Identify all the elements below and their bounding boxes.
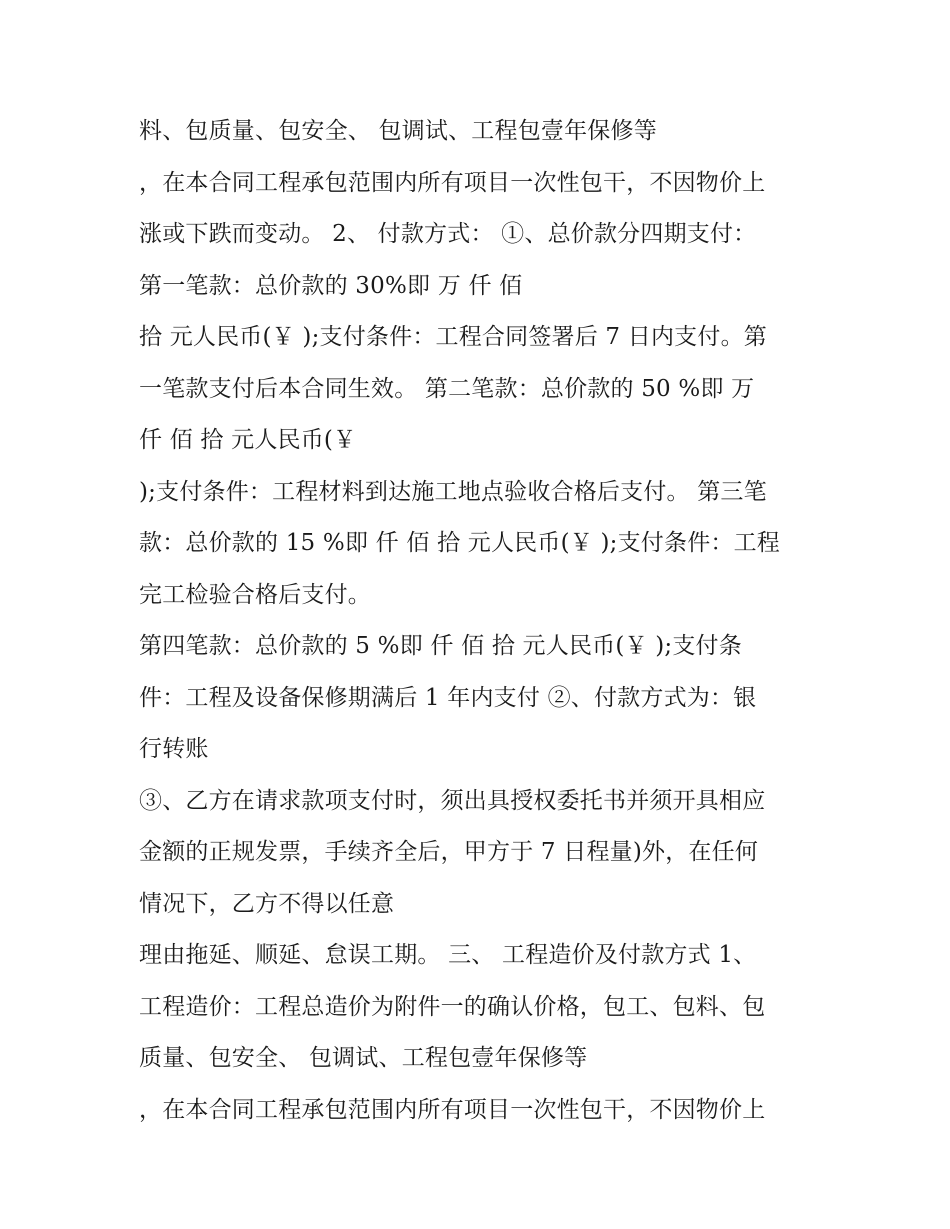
text-line: 金额的正规发票，手续齐全后，甲方于 7 日程量)外，在任何	[139, 839, 759, 865]
text-line: );支付条件：工程材料到达施工地点验收合格后支付。 第三笔	[139, 478, 767, 505]
text-line: 第四笔款：总价款的 5 %即 仟 佰 拾 元人民币(￥ );支付条	[139, 633, 742, 659]
text-line: ③、乙方在请求款项支付时，须出具授权委托书并须开具相应	[139, 787, 766, 814]
contract-text-body	[139, 106, 829, 1136]
text-line: 料、包质量、包安全、 包调试、工程包壹年保修等	[139, 118, 657, 144]
text-line: 拾 元人民币(￥ );支付条件：工程合同签署后 7 日内支付。第	[139, 324, 767, 350]
text-line: 情况下，乙方不得以任意	[139, 890, 395, 917]
text-line: 质量、包安全、 包调试、工程包壹年保修等	[139, 1045, 588, 1071]
text-line: 工程造价：工程总造价为附件一的确认价格，包工、包料、包	[139, 993, 766, 1020]
text-line: 第一笔款：总价款的 30%即 万 仟 佰	[139, 272, 523, 299]
text-line: 一笔款支付后本合同生效。 第二笔款：总价款的 50 %即 万	[139, 375, 755, 402]
text-line: 款：总价款的 15 %即 仟 佰 拾 元人民币(￥ );支付条件：工程	[139, 530, 780, 556]
text-line: 涨或下跌而变动。 2、 付款方式： ①、总价款分四期支付：	[139, 221, 757, 247]
text-line: 完工检验合格后支付。	[139, 581, 371, 608]
text-line: 理由拖延、顺延、怠误工期。 三、 工程造价及付款方式 1、	[139, 942, 757, 968]
text-line: ，在本合同工程承包范围内所有项目一次性包干，不因物价上	[139, 169, 766, 196]
text-line: 仟 佰 拾 元人民币(￥	[139, 427, 357, 453]
text-line: 件：工程及设备保修期满后 1 年内支付 ②、付款方式为：银	[139, 684, 757, 711]
text-line: ，在本合同工程承包范围内所有项目一次性包干，不因物价上	[139, 1096, 766, 1123]
text-line: 行转账	[139, 736, 209, 762]
